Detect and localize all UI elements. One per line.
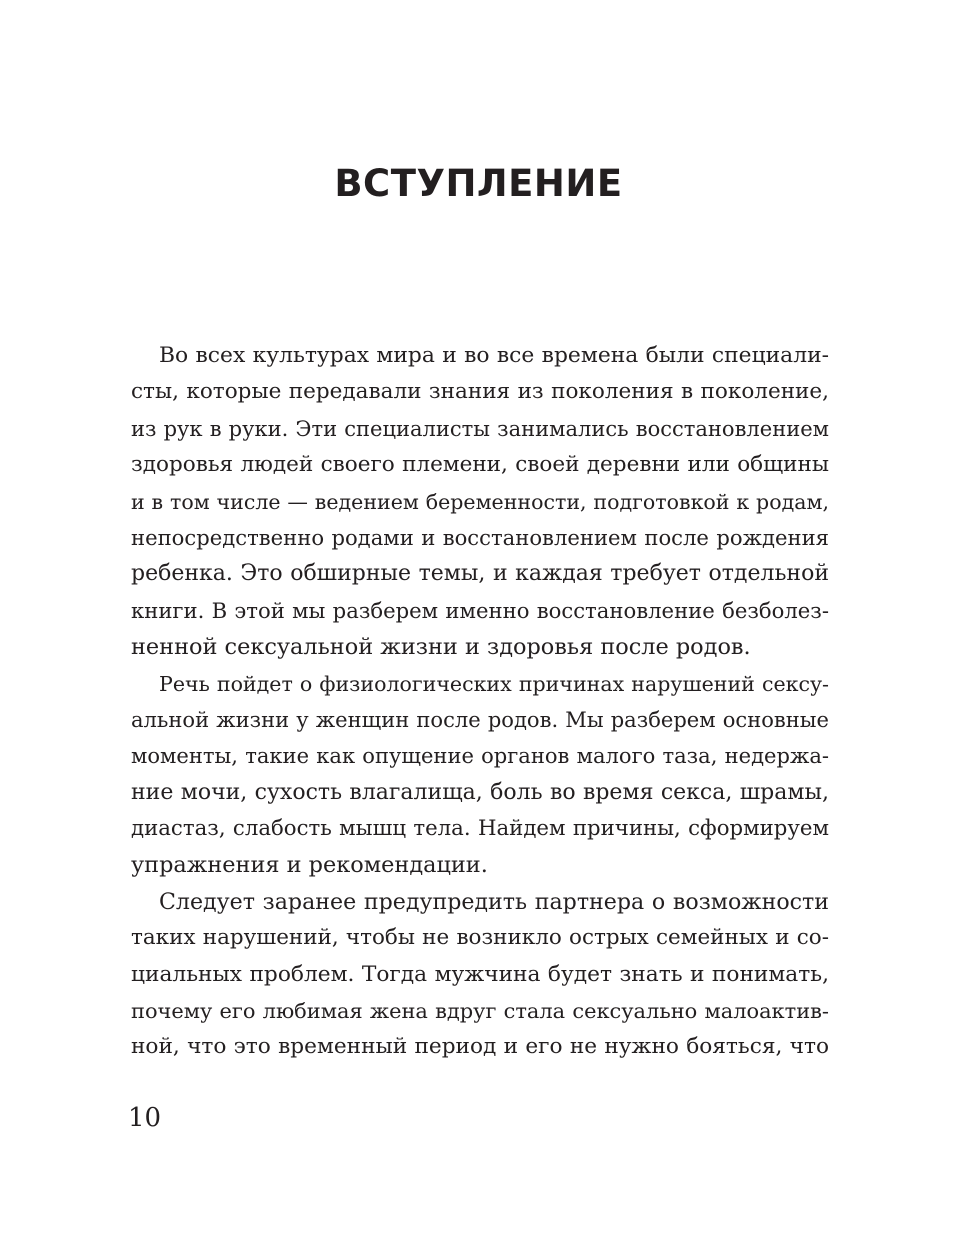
text-line: здоровья людей своего племени, своей деревни или общины <box>131 452 829 478</box>
text-line: Речь пойдет о физиологических причинах нарушений сексу- <box>159 671 829 696</box>
text-line: ненной сексуальной жизни и здоровья после родов. <box>131 634 751 661</box>
text-line: почему его любимая жена вдруг стала сексуально малоактив- <box>131 999 829 1024</box>
page-number: 10 <box>128 1103 162 1133</box>
text-line: книги. В этой мы разберем именно восстановление безболез- <box>131 597 829 623</box>
text-line: Следует заранее предупредить партнера о возможности <box>159 888 829 915</box>
text-line: и в том числе — ведением беременности, подготовкой к родам, <box>131 489 829 514</box>
text-line: циальных проблем. Тогда мужчина будет знать и понимать, <box>131 961 829 987</box>
text-line: Во всех культурах мира и во все времена были специали- <box>159 343 829 368</box>
text-line: таких нарушений, чтобы не возникло острых семейных и со- <box>131 925 829 951</box>
text-line: моменты, такие как опущение органов малого таза, недержа- <box>131 743 829 769</box>
text-line: упражнения и рекомендации. <box>131 852 488 879</box>
text-line: из рук в руки. Эти специалисты занимались восстановлением <box>131 415 829 441</box>
text-line: ной, что это временный период и его не нужно бояться, что <box>131 1034 829 1060</box>
chapter-title: ВСТУПЛЕНИЕ <box>334 162 623 205</box>
body-text <box>131 338 829 1066</box>
text-line: сты, которые передавали знания из поколения в поколение, <box>131 379 829 405</box>
text-line: непосредственно родами и восстановлением после рождения <box>131 524 829 550</box>
text-line: ние мочи, сухость влагалища, боль во время секса, шрамы, <box>131 779 829 805</box>
text-line: ребенка. Это обширные темы, и каждая требует отдельной <box>131 561 829 587</box>
text-line: альной жизни у женщин после родов. Мы разберем основные <box>131 706 829 732</box>
text-line: диастаз, слабость мышц тела. Найдем причины, сформируем <box>131 816 829 842</box>
